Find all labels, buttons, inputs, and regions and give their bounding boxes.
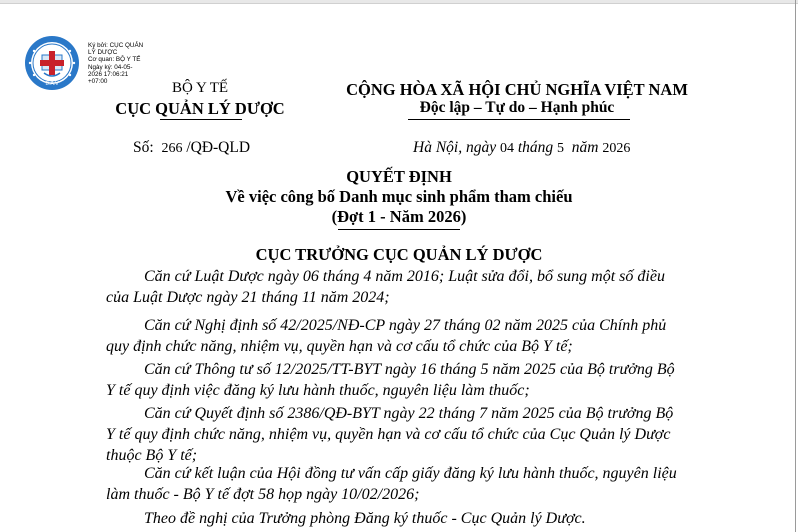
agency-name: CỤC QUẢN LÝ DƯỢC xyxy=(115,99,285,118)
page-right-border xyxy=(795,0,796,532)
ministry-name: BỘ Y TẾ xyxy=(171,80,229,96)
national-motto: Độc lập – Tự do – Hạnh phúc xyxy=(419,99,615,116)
signature-info xyxy=(88,42,143,85)
document-subject: Về việc công bố Danh mục sinh phẩm tham chiếu xyxy=(225,187,573,206)
legal-basis-5: Căn cứ kết luận của Hội đồng tư vấn cấp giấy đăng ký lưu hành thuốc, nguyên liệu làm thuốc - Bộ Y tế đợt 58 họp ngày 10/02/2026; xyxy=(106,465,677,503)
signature-timezone: +07:00 xyxy=(88,78,108,86)
legal-basis-3: Căn cứ Thông tư số 12/2025/TT-BYT ngày 16 tháng 5 năm 2025 của Bộ trưởng Bộ Y tế quy định việc đăng ký lưu hành thuốc, nguyên liệu làm thuốc; xyxy=(106,361,675,399)
signature-signed-by: Ký bởi: CỤC QUẢN xyxy=(88,42,144,49)
republic-name: CỘNG HÒA XÃ HỘI CHỦ NGHĨA VIỆT NAM xyxy=(346,80,688,99)
legal-basis-1: Căn cứ Luật Dược ngày 06 tháng 4 năm 2016; Luật sửa đổi, bổ sung một số điều của Luật Dược ngày 21 tháng 11 năm 2024; xyxy=(106,268,665,306)
place-date: Hà Nội, ngày 04 tháng 5 năm 2026 xyxy=(413,139,631,156)
document-number: Số: 266 /QĐ-QLD xyxy=(133,139,251,156)
document-type: QUYẾT ĐỊNH xyxy=(346,167,452,186)
date-month: 5 xyxy=(557,141,565,156)
document-batch: (Đợt 1 - Năm 2026) xyxy=(331,207,467,226)
date-day: 04 xyxy=(499,141,514,156)
legal-basis-2: Căn cứ Nghị định số 42/2025/NĐ-CP ngày 27 tháng 02 năm 2025 của Chính phủ quy định chức năng, nhiệm vụ, quyền hạn và cơ cấu tổ chức của Bộ Y tế; xyxy=(106,317,667,355)
motto-underline xyxy=(408,119,630,120)
agency-underline xyxy=(160,119,242,120)
issuing-authority: CỤC TRƯỞNG CỤC QUẢN LÝ DƯỢC xyxy=(255,245,543,264)
signature-date: Ngày ký: 04-05- xyxy=(88,63,133,71)
signature-organization: Cơ quan: BỘ Y TẾ xyxy=(88,56,141,64)
date-year: 2026 xyxy=(602,141,631,156)
svg-text:D.A.V: D.A.V xyxy=(45,81,59,87)
agency-seal-logo xyxy=(24,35,80,91)
document-number-value: 266 xyxy=(161,141,183,156)
page-top-border xyxy=(0,0,798,4)
signature-date-cont: 2026 17:06:21 xyxy=(88,70,129,78)
legal-basis-6: Theo đề nghị của Trưởng phòng Đăng ký thuốc - Cục Quản lý Dược. xyxy=(144,510,586,527)
signature-signed-by-cont: LÝ DƯỢC xyxy=(88,49,118,57)
legal-basis-4: Căn cứ Quyết định số 2386/QĐ-BYT ngày 22 tháng 7 năm 2025 của Bộ trưởng Bộ Y tế quy định chức năng, nhiệm vụ, quyền hạn và cơ cấu tổ chức của Cục Quản lý Dược thuộc Bộ Y tế; xyxy=(106,405,674,464)
title-underline xyxy=(338,229,460,230)
